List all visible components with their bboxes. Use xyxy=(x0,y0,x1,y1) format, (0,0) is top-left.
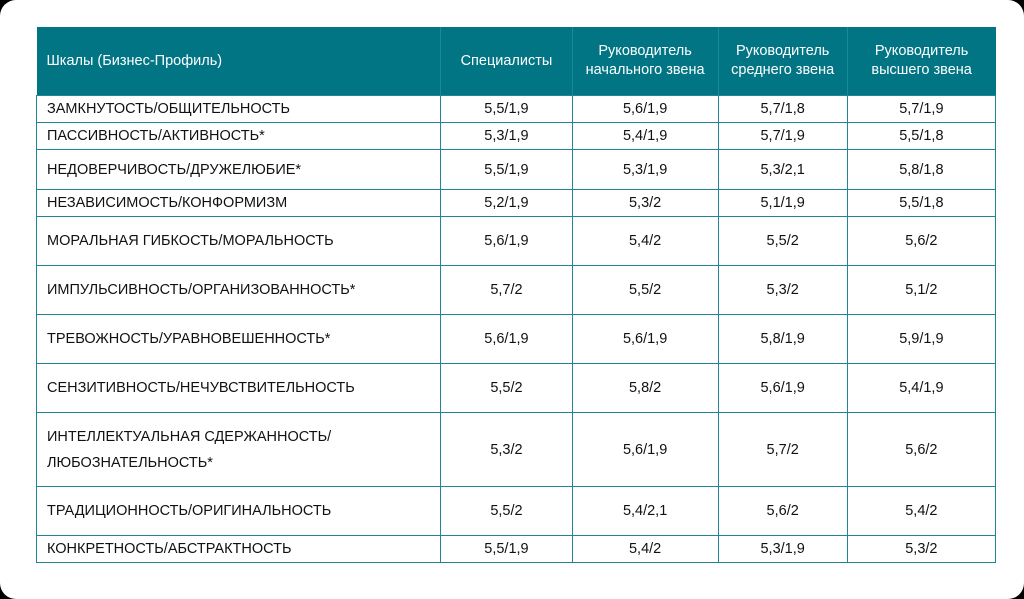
table-row xyxy=(37,536,996,563)
value-middle: 5,5/2 xyxy=(718,217,847,266)
header-middle-managers: Руководитель среднего звена xyxy=(718,27,847,96)
scale-name: ИМПУЛЬСИВНОСТЬ/ОРГАНИЗОВАННОСТЬ* xyxy=(37,266,441,315)
value-middle: 5,7/1,9 xyxy=(718,123,847,150)
table-row xyxy=(37,96,996,123)
value-middle: 5,7/2 xyxy=(718,413,847,487)
value-senior: 5,7/1,9 xyxy=(847,96,995,123)
value-middle: 5,6/2 xyxy=(718,487,847,536)
scale-name: НЕДОВЕРЧИВОСТЬ/ДРУЖЕЛЮБИЕ* xyxy=(37,150,441,190)
value-senior: 5,5/1,8 xyxy=(847,190,995,217)
table-row xyxy=(37,150,996,190)
scale-name: КОНКРЕТНОСТЬ/АБСТРАКТНОСТЬ xyxy=(37,536,441,563)
scale-name: ТРЕВОЖНОСТЬ/УРАВНОВЕШЕННОСТЬ* xyxy=(37,315,441,364)
value-specialists: 5,7/2 xyxy=(441,266,572,315)
value-middle: 5,1/1,9 xyxy=(718,190,847,217)
header-specialists: Специалисты xyxy=(441,27,572,96)
table-row xyxy=(37,190,996,217)
value-junior: 5,6/1,9 xyxy=(572,96,718,123)
value-middle: 5,7/1,8 xyxy=(718,96,847,123)
header-senior-managers: Руководитель высшего звена xyxy=(847,27,995,96)
value-specialists: 5,3/2 xyxy=(441,413,572,487)
value-specialists: 5,5/2 xyxy=(441,364,572,413)
value-junior: 5,3/1,9 xyxy=(572,150,718,190)
header-scales: Шкалы (Бизнес-Профиль) xyxy=(37,27,441,96)
value-junior: 5,5/2 xyxy=(572,266,718,315)
value-junior: 5,8/2 xyxy=(572,364,718,413)
table-row xyxy=(37,217,996,266)
value-middle: 5,8/1,9 xyxy=(718,315,847,364)
value-senior: 5,4/1,9 xyxy=(847,364,995,413)
value-junior: 5,4/1,9 xyxy=(572,123,718,150)
value-senior: 5,9/1,9 xyxy=(847,315,995,364)
scale-name: ЗАМКНУТОСТЬ/ОБЩИТЕЛЬНОСТЬ xyxy=(37,96,441,123)
value-senior: 5,4/2 xyxy=(847,487,995,536)
value-junior: 5,6/1,9 xyxy=(572,315,718,364)
table-row xyxy=(37,123,996,150)
value-specialists: 5,5/1,9 xyxy=(441,96,572,123)
value-middle: 5,3/1,9 xyxy=(718,536,847,563)
value-specialists: 5,6/1,9 xyxy=(441,315,572,364)
table-row xyxy=(37,364,996,413)
value-middle: 5,3/2,1 xyxy=(718,150,847,190)
scale-name: ПАССИВНОСТЬ/АКТИВНОСТЬ* xyxy=(37,123,441,150)
value-middle: 5,3/2 xyxy=(718,266,847,315)
value-middle: 5,6/1,9 xyxy=(718,364,847,413)
scale-name: МОРАЛЬНАЯ ГИБКОСТЬ/МОРАЛЬНОСТЬ xyxy=(37,217,441,266)
scale-name: СЕНЗИТИВНОСТЬ/НЕЧУВСТВИТЕЛЬНОСТЬ xyxy=(37,364,441,413)
value-junior: 5,4/2 xyxy=(572,217,718,266)
value-specialists: 5,5/1,9 xyxy=(441,536,572,563)
scale-name: ИНТЕЛЛЕКТУАЛЬНАЯ СДЕРЖАННОСТЬ/ЛЮБОЗНАТЕЛЬНОСТЬ* xyxy=(37,413,441,487)
value-junior: 5,4/2,1 xyxy=(572,487,718,536)
table-header-row xyxy=(37,27,996,96)
value-junior: 5,4/2 xyxy=(572,536,718,563)
value-senior: 5,1/2 xyxy=(847,266,995,315)
value-specialists: 5,2/1,9 xyxy=(441,190,572,217)
value-senior: 5,3/2 xyxy=(847,536,995,563)
scale-name: НЕЗАВИСИМОСТЬ/КОНФОРМИЗМ xyxy=(37,190,441,217)
value-junior: 5,6/1,9 xyxy=(572,413,718,487)
header-junior-managers: Руководитель начального звена xyxy=(572,27,718,96)
value-senior: 5,8/1,8 xyxy=(847,150,995,190)
table-row xyxy=(37,266,996,315)
value-senior: 5,6/2 xyxy=(847,413,995,487)
value-senior: 5,6/2 xyxy=(847,217,995,266)
business-profile-table xyxy=(36,27,996,563)
value-junior: 5,3/2 xyxy=(572,190,718,217)
table-row xyxy=(37,413,996,487)
table-row xyxy=(37,315,996,364)
value-specialists: 5,3/1,9 xyxy=(441,123,572,150)
table-row xyxy=(37,487,996,536)
scale-name: ТРАДИЦИОННОСТЬ/ОРИГИНАЛЬНОСТЬ xyxy=(37,487,441,536)
value-specialists: 5,6/1,9 xyxy=(441,217,572,266)
value-specialists: 5,5/1,9 xyxy=(441,150,572,190)
value-senior: 5,5/1,8 xyxy=(847,123,995,150)
value-specialists: 5,5/2 xyxy=(441,487,572,536)
